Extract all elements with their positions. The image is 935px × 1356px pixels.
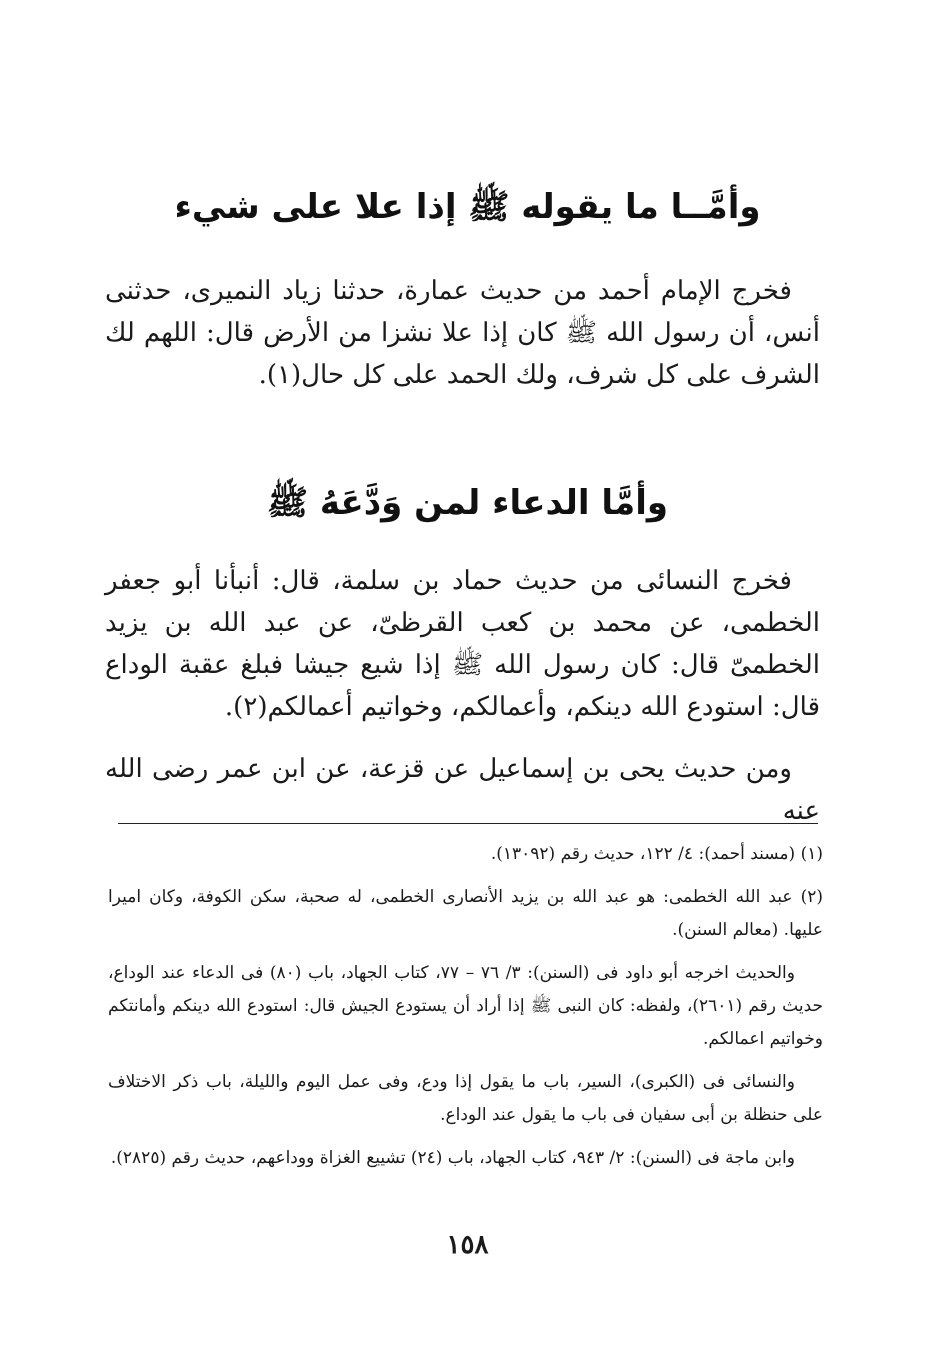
footnote-separator [118, 823, 818, 824]
footnote-2-abu-dawud: والحديث اخرجه أبو داود فى (السنن): ٣/ ٧٦ – ٧٧، كتاب الجهاد، باب (٨٠) فى الدعاء عند الوداع، حديث رقم (٢٦٠١)، ولفظه: كان النبى ﷺ إذا أراد أن يستودع الجيش قال: استودع الله دينكم وأمانتكم وخواتيم اعمالكم. [108, 963, 823, 1049]
section-2-paragraph-1: فخرج النسائى من حديث حماد بن سلمة، قال: أنبأنا أبو جعفر الخطمى، عن محمد بن كعب القرظىّ، عن عبد الله بن يزيد الخطمىّ قال: كان رسول الله ﷺ إذا شيع جيشا فبلغ عقبة الوداع قال: استودع الله دينكم، وأعمالكم، وخواتيم أعمالكم(٢). [105, 566, 820, 722]
footnote-2: (٢) عبد الله الخطمى: هو عبد الله بن يزيد الأنصارى الخطمى، له صحبة، سكن الكوفة، وكان اميرا عليها. (معالم السنن). [108, 887, 823, 940]
footnote-2-nasai: والنسائى فى (الكبرى)، السير، باب ما يقول إذا ودع، وفى عمل اليوم والليلة، باب ذكر الاختلاف على حنظلة بن أبى سفيان فى باب ما يقول عند الوداع. [108, 1072, 823, 1125]
section-heading-1: وأمَّــا ما يقوله ﷺ إذا علا على شيء [174, 187, 761, 227]
page-number: ١٥٨ [446, 1230, 489, 1260]
section-2-paragraph-2: ومن حديث يحى بن إسماعيل عن قزعة، عن ابن عمر رضى الله عنه [105, 754, 820, 826]
footnotes [108, 838, 823, 1185]
footnote-1: (١) (مسند أحمد): ٤/ ١٢٢، حديث رقم (١٣٠٩٢). [490, 844, 823, 864]
footnote-2-ibn-majah: وابن ماجة فى (السنن): ٢/ ٩٤٣، كتاب الجهاد، باب (٢٤) تشييع الغزاة ووداعهم، حديث رقم (٢٨٢٥). [110, 1148, 795, 1168]
section-1-paragraph: فخرج الإمام أحمد من حديث عمارة، حدثنا زياد النميرى، حدثنى أنس، أن رسول الله ﷺ كان إذا علا نشزا من الأرض قال: اللهم لك الشرف على كل شرف، ولك الحمد على كل حال(١). [105, 276, 820, 390]
section-heading-2: وأمَّا الدعاء لمن وَدَّعَهُ ﷺ [266, 483, 669, 523]
